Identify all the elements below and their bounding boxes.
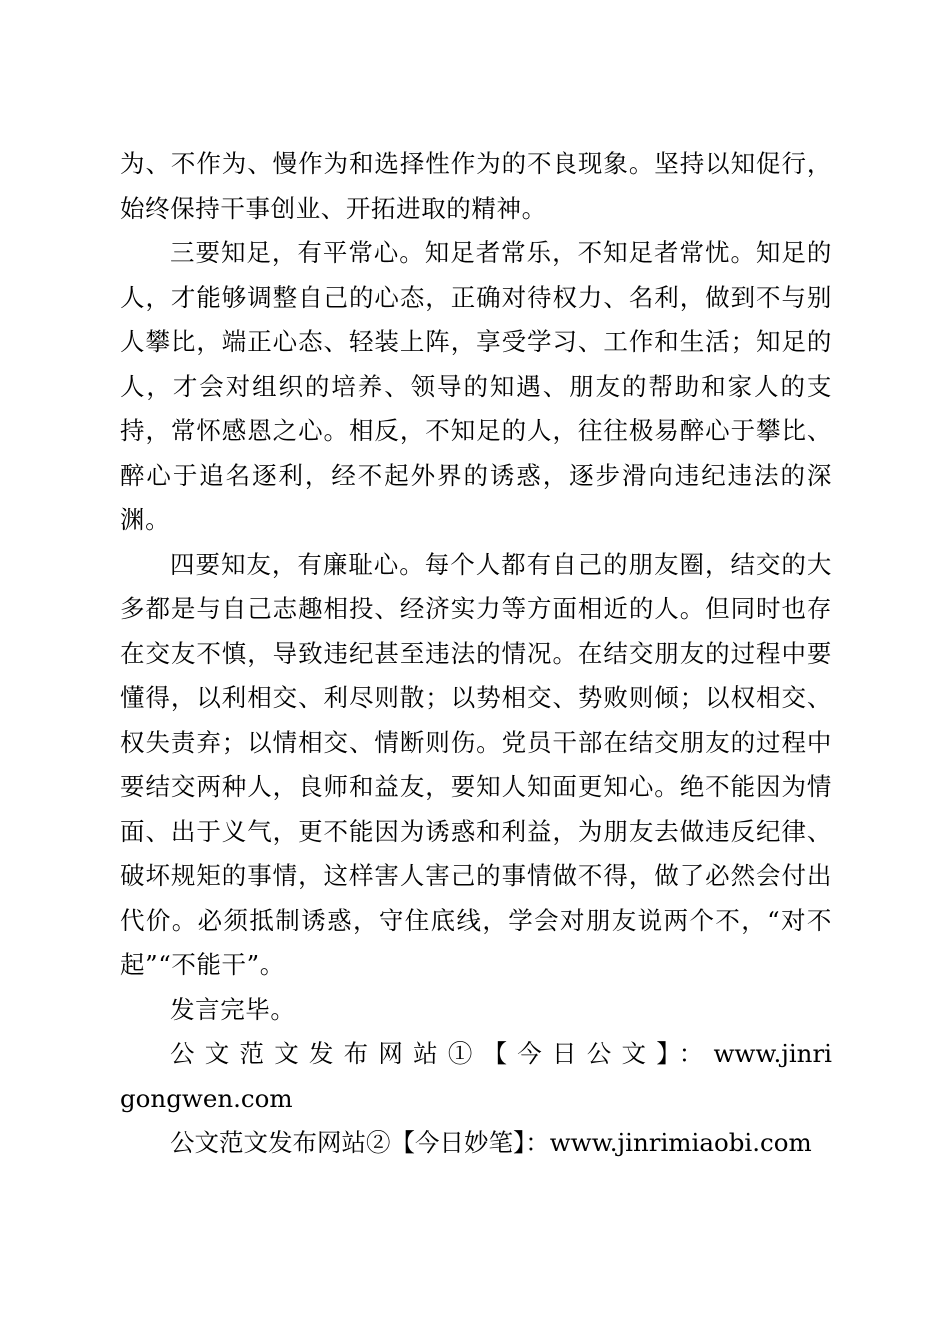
paragraph-contentment: 三要知足，有平常心。知足者常乐，不知足者常忧。知足的人，才能够调整自己的心态，正确对待权力、名利，做到不与别人攀比，端正心态、轻装上阵，享受学习、工作和生活；知足的人，才会对组织的培养、领导的知遇、朋友的帮助和家人的支持，常怀感恩之心。相反，不知足的人，往往极易醉心于攀比、醉心于追名逐利，经不起外界的诱惑，逐步滑向违纪违法的深渊。 xyxy=(120,238,832,534)
footer-link-line-2 xyxy=(120,1121,832,1166)
footer-link-2-url[interactable]: www.jinrimiaobi.com xyxy=(549,1128,812,1157)
footer-link-line-1 xyxy=(120,1032,832,1121)
document-body xyxy=(120,142,832,1166)
footer-link-2-label: 公文范文发布网站②【今日妙笔】： xyxy=(170,1128,550,1157)
paragraph-continuation: 为、不作为、慢作为和选择性作为的不良现象。坚持以知促行，始终保持干事创业、开拓进取的精神。 xyxy=(120,149,832,223)
footer-link-1-url[interactable]: www.jinrigongwen.com xyxy=(120,1039,832,1113)
paragraph-friendship: 四要知友，有廉耻心。每个人都有自己的朋友圈，结交的大多都是与自己志趣相投、经济实力等方面相近的人。但同时也存在交友不慎，导致违纪甚至违法的情况。在结交朋友的过程中要懂得，以利相交、利尽则散；以势相交、势败则倾；以权相交、权失责弃；以情相交、情断则伤。党员干部在结交朋友的过程中要结交两种人，良师和益友，要知人知面更知心。绝不能因为情面、出于义气，更不能因为诱惑和利益，为朋友去做违反纪律、破坏规矩的事情，这样害人害己的事情做不得，做了必然会付出代价。必须抵制诱惑，守住底线，学会对朋友说两个不，“对不起”“不能干”。 xyxy=(120,549,832,979)
paragraph-closing: 发言完毕。 xyxy=(170,994,296,1024)
footer-link-1-label: 公文范文发布网站①【今日公文】： xyxy=(170,1039,714,1068)
